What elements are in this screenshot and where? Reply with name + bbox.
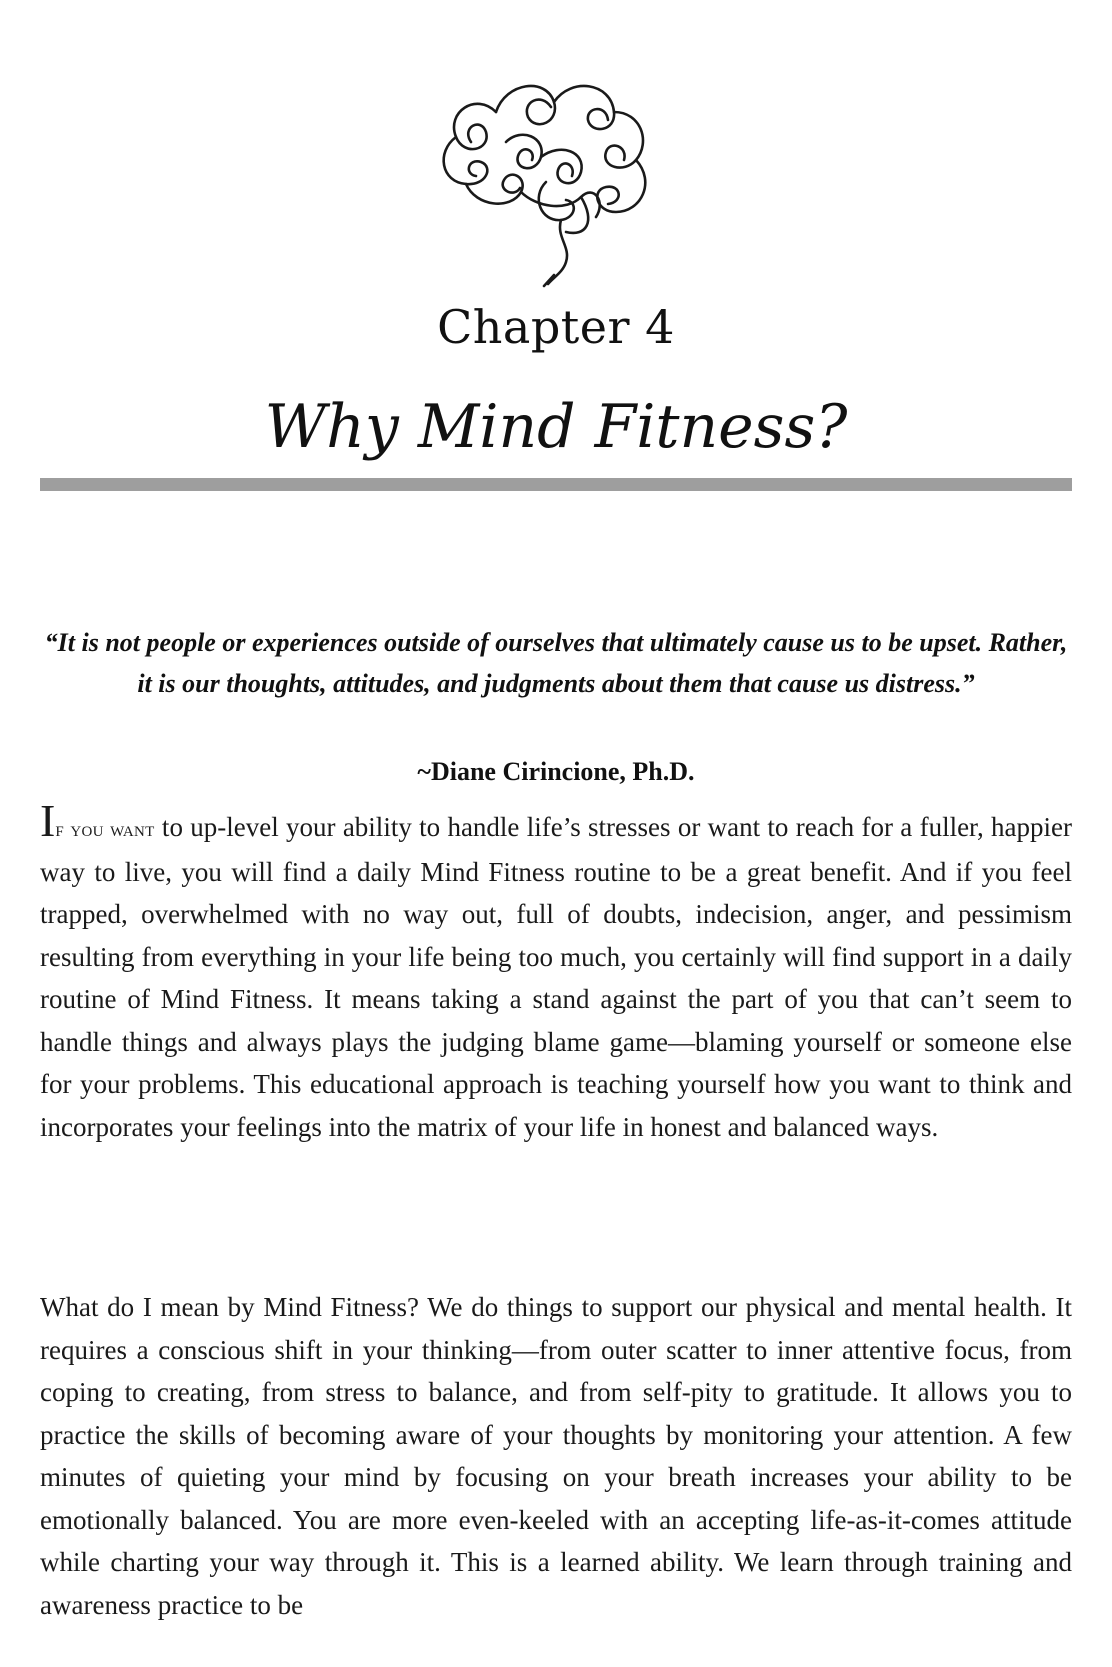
lead-in-smallcaps: f you want bbox=[55, 816, 155, 841]
chapter-title: Why Mind Fitness? bbox=[264, 392, 848, 462]
drop-cap: I bbox=[40, 795, 56, 846]
epigraph-attribution: ~Diane Cirincione, Ph.D. bbox=[417, 757, 695, 786]
chapter-label: Chapter 4 bbox=[437, 300, 675, 354]
epigraph-quote: “It is not people or experiences outside of ourselves that ultimately cause us to be upset. Rather, it is our thoughts, attitudes, and judgments about them that cause us distress.” bbox=[44, 628, 1068, 698]
body-paragraph-2: What do I mean by Mind Fitness? We do things to support our physical and mental health. It requires a conscious shift in your thinking—from outer scatter to inner attentive focus, from coping to creating, from stress to balance, and from self-pity to gratitude. It allows you to practice the skills of becoming aware of your thoughts by monitoring your attention. A few minutes of quieting your mind by focusing on your breath increases your ability to be emotionally balanced. You are more even-keeled with an accepting life-as-it-comes attitude while charting your way through it. This is a learned ability. We learn through training and awareness practice to be bbox=[40, 1292, 1072, 1620]
title-divider bbox=[40, 478, 1072, 491]
paragraph-1-text: to up-level your ability to handle life’s stresses or want to reach for a fuller, happier way to live, you will find a daily Mind Fitness routine to be a great benefit. And if you feel trapped, overwhelmed with no way out, full of doubts, indecision, anger, and pessimism resulting from everything in your life being too much, you certainly will find support in a daily routine of Mind Fitness. It means taking a stand against the part of you that can’t seem to handle things and always plays the judging blame game—blaming yourself or someone else for your problems. This educational approach is teaching yourself how you want to think and incorporates your feelings into the matrix of your life in honest and balanced ways. bbox=[40, 812, 1072, 1142]
body-paragraph-1 bbox=[40, 795, 1072, 1148]
brain-icon bbox=[436, 72, 676, 292]
